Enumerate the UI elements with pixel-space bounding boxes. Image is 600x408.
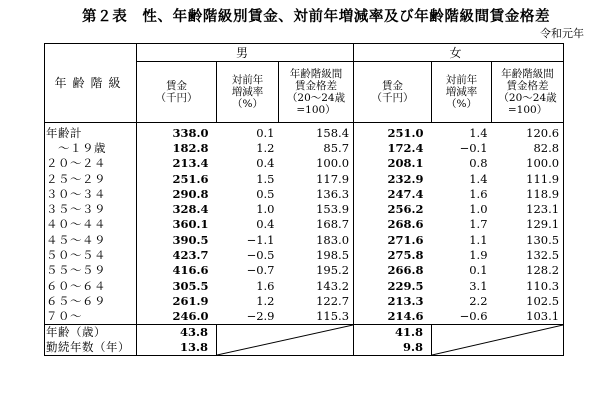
table-row <box>45 186 564 201</box>
male-change-cell: 0.4 <box>256 217 275 232</box>
female-wage-cell: 271.6 <box>387 232 424 247</box>
female-gap-cell: 100.0 <box>492 156 564 171</box>
table-row <box>45 156 564 171</box>
female-change-cell: −0.6 <box>459 309 488 324</box>
female-wage-cell: 208.1 <box>387 156 424 171</box>
male-empty-slashed-cell <box>217 324 354 355</box>
male-header: 男 <box>137 44 354 62</box>
male-gap-cell: 153.9 <box>279 201 354 216</box>
male-change-cell: 0.1 <box>256 125 275 140</box>
female-wage-cell: 172.4 <box>387 140 424 155</box>
male-wage-cell: 251.6 <box>172 171 209 186</box>
female-change-cell: 1.9 <box>469 248 488 263</box>
age-class-cell: ６０～６４ <box>45 278 137 293</box>
male-change-cell: −0.5 <box>246 248 275 263</box>
female-wage-cell: 229.5 <box>387 278 424 293</box>
female-header: 女 <box>354 44 564 62</box>
male-change-header: 対前年 増減率 （%） <box>217 62 279 123</box>
male-gap-cell: 143.2 <box>279 278 354 293</box>
age-class-cell: ５０～５４ <box>45 247 137 262</box>
male-wage-cell: 261.9 <box>172 293 209 308</box>
female-wage-cell: 275.8 <box>387 248 424 263</box>
male-footer-value: 43.8 <box>137 324 217 340</box>
male-gap-cell: 183.0 <box>279 232 354 247</box>
male-gap-cell: 168.7 <box>279 217 354 232</box>
male-gap-header: 年齢階級間 賃金格差 （20～24歳 =100） <box>279 62 354 123</box>
male-change-cell: 0.5 <box>256 186 275 201</box>
wage-table <box>44 43 564 356</box>
female-change-cell: 1.6 <box>469 186 488 201</box>
male-footer-value: 13.8 <box>137 340 217 356</box>
male-wage-cell: 416.6 <box>172 263 209 278</box>
table-row <box>45 123 564 141</box>
female-gap-cell: 123.1 <box>492 201 564 216</box>
era-label: 令和元年 <box>540 27 584 40</box>
male-gap-cell: 85.7 <box>279 140 354 155</box>
female-wage-cell: 251.0 <box>387 125 424 140</box>
age-class-cell: ～１９歳 <box>45 140 137 155</box>
female-wage-header: 賃金 （千円） <box>354 62 432 123</box>
female-empty-slashed-cell <box>432 324 564 355</box>
female-gap-cell: 128.2 <box>492 263 564 278</box>
female-gap-cell: 111.9 <box>492 171 564 186</box>
female-change-cell: 1.1 <box>469 232 488 247</box>
female-change-header: 対前年 増減率 （%） <box>432 62 492 123</box>
male-wage-cell: 246.0 <box>172 309 209 324</box>
female-change-cell: 1.4 <box>469 171 488 186</box>
male-change-cell: 1.2 <box>256 140 275 155</box>
female-gap-cell: 110.3 <box>492 278 564 293</box>
female-footer-value: 41.8 <box>354 324 432 340</box>
age-class-cell: ３５～３９ <box>45 201 137 216</box>
male-gap-cell: 198.5 <box>279 247 354 262</box>
age-class-cell: ６５～６９ <box>45 293 137 308</box>
male-change-cell: −2.9 <box>246 309 275 324</box>
male-gap-cell: 122.7 <box>279 293 354 308</box>
female-gap-header: 年齢階級間 賃金格差 （20～24歳 =100） <box>492 62 564 123</box>
female-change-cell: 3.1 <box>469 278 488 293</box>
male-gap-cell: 100.0 <box>279 156 354 171</box>
female-gap-cell: 130.5 <box>492 232 564 247</box>
male-change-cell: 1.6 <box>256 278 275 293</box>
age-class-cell: ７０～ <box>45 309 137 325</box>
female-change-cell: −0.1 <box>459 140 488 155</box>
female-wage-cell: 232.9 <box>387 171 424 186</box>
table-row <box>45 232 564 247</box>
table-row <box>45 263 564 278</box>
female-change-cell: 0.8 <box>469 156 488 171</box>
age-class-cell: ３０～３４ <box>45 186 137 201</box>
footer-label: 勤続年数（年） <box>45 340 137 356</box>
male-wage-cell: 338.0 <box>172 125 209 140</box>
table-row <box>45 309 564 325</box>
age-class-cell: ２５～２９ <box>45 171 137 186</box>
age-class-cell: 年齢計 <box>45 123 137 141</box>
age-class-cell: ４０～４４ <box>45 217 137 232</box>
female-change-cell: 1.7 <box>469 217 488 232</box>
female-change-cell: 1.4 <box>469 125 488 140</box>
footer-row <box>45 324 564 340</box>
female-change-cell: 1.0 <box>469 202 488 217</box>
female-wage-cell: 268.6 <box>387 217 424 232</box>
male-gap-cell: 117.9 <box>279 171 354 186</box>
table-row <box>45 171 564 186</box>
female-gap-cell: 129.1 <box>492 217 564 232</box>
male-wage-cell: 290.8 <box>172 186 209 201</box>
male-wage-cell: 390.5 <box>172 232 209 247</box>
male-gap-cell: 195.2 <box>279 263 354 278</box>
age-class-header: 年齢階級 <box>45 44 137 123</box>
age-class-cell: ５５～５９ <box>45 263 137 278</box>
male-wage-cell: 328.4 <box>172 202 209 217</box>
table-row <box>45 140 564 155</box>
male-gap-cell: 158.4 <box>279 123 354 141</box>
female-gap-cell: 103.1 <box>492 309 564 325</box>
female-gap-cell: 102.5 <box>492 293 564 308</box>
male-wage-cell: 423.7 <box>172 248 209 263</box>
table-title: 第２表 性、年齢階級別賃金、対前年増減率及び年齢階級間賃金格差 <box>82 9 551 25</box>
male-change-cell: 1.0 <box>256 202 275 217</box>
table-row <box>45 293 564 308</box>
female-change-cell: 0.1 <box>469 263 488 278</box>
female-wage-cell: 213.3 <box>387 293 424 308</box>
male-gap-cell: 136.3 <box>279 186 354 201</box>
female-gap-cell: 120.6 <box>492 123 564 141</box>
table-row <box>45 278 564 293</box>
female-gap-cell: 118.9 <box>492 186 564 201</box>
male-change-cell: −1.1 <box>246 232 275 247</box>
male-change-cell: 1.5 <box>256 171 275 186</box>
male-wage-cell: 305.5 <box>172 278 209 293</box>
male-change-cell: −0.7 <box>246 263 275 278</box>
female-wage-cell: 266.8 <box>387 263 424 278</box>
female-gap-cell: 82.8 <box>492 140 564 155</box>
female-wage-cell: 247.4 <box>387 186 424 201</box>
female-change-cell: 2.2 <box>469 293 488 308</box>
table-row <box>45 247 564 262</box>
table-row <box>45 217 564 232</box>
age-class-cell: ４５～４９ <box>45 232 137 247</box>
male-wage-cell: 213.4 <box>172 156 209 171</box>
male-change-cell: 1.2 <box>256 293 275 308</box>
male-gap-cell: 115.3 <box>279 309 354 325</box>
male-change-cell: 0.4 <box>256 156 275 171</box>
female-wage-cell: 214.6 <box>387 309 424 324</box>
table-row <box>45 201 564 216</box>
male-wage-header: 賃金 （千円） <box>137 62 217 123</box>
male-wage-cell: 182.8 <box>172 140 209 155</box>
age-class-cell: ２０～２４ <box>45 156 137 171</box>
female-footer-value: 9.8 <box>354 340 432 356</box>
footer-label: 年齢（歳） <box>45 324 137 340</box>
male-wage-cell: 360.1 <box>172 217 209 232</box>
female-wage-cell: 256.2 <box>387 202 424 217</box>
female-gap-cell: 132.5 <box>492 247 564 262</box>
